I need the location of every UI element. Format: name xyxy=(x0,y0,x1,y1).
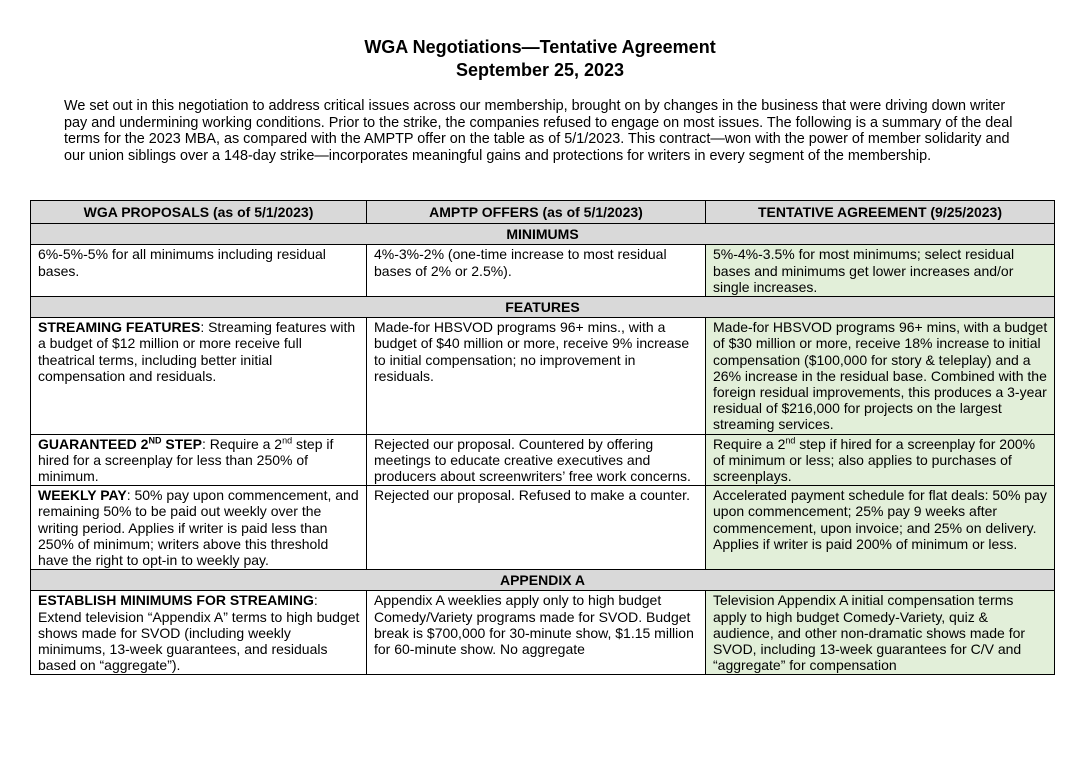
cell-agreement xyxy=(706,591,1055,675)
document-date: September 25, 2023 xyxy=(455,60,625,80)
proposal-text: : Extend television “Appendix A” terms to high budget shows made for SVOD (including weekly minimums, 13-week guarantees, and residuals based on “aggregate”). xyxy=(38,592,360,674)
cell-agreement: 5%-4%-3.5% for most minimums; select residual bases and minimums get lower increases and/or single increases. xyxy=(706,245,1055,297)
proposal-heading: ESTABLISH MINIMUMS FOR STREAMING xyxy=(38,592,314,609)
document-title: WGA Negotiations—Tentative Agreement xyxy=(364,37,716,57)
cell-wga xyxy=(31,591,367,675)
section-label: FEATURES xyxy=(31,297,1055,318)
cell-wga xyxy=(31,486,367,570)
proposal-text: : Streaming features with a budget of $12 million or more receive full theatrical terms, including better initial compensation and residuals. xyxy=(38,319,356,384)
cell-amptp: Rejected our proposal. Countered by offering meetings to educate creative executives and producers about screenwriters’ free work concerns. xyxy=(367,434,706,486)
heading-part: STEP xyxy=(161,435,202,452)
cell-agreement: Accelerated payment schedule for flat deals: 50% pay upon commencement; 25% pay 9 weeks after commencement, upon invoice; and 25% on delivery. Applies if writer is paid 200% of minimum or less. xyxy=(706,486,1055,570)
document-title-block xyxy=(0,36,1080,82)
table-header-row xyxy=(31,201,1055,224)
table-row-weekly-pay xyxy=(31,486,1055,570)
cell-amptp: 4%-3%-2% (one-time increase to most residual bases of 2% or 2.5%). xyxy=(367,245,706,297)
deal-comparison-table xyxy=(30,200,1055,675)
heading-part: GUARANTEED 2 xyxy=(38,435,149,452)
cell-amptp: Rejected our proposal. Refused to make a counter. xyxy=(367,486,706,570)
header-tentative-agreement: TENTATIVE AGREEMENT (9/25/2023) xyxy=(706,201,1055,224)
agreement-text: Require a 2 xyxy=(713,435,786,452)
proposal-text: : 50% pay upon commencement, and remaining 50% to be paid out weekly over the writing period. Applies if writer is paid less than 250% of minimum; writers above this threshold have the right to opt-in to weekly pay. xyxy=(38,487,359,569)
section-label: MINIMUMS xyxy=(31,224,1055,245)
cell-wga xyxy=(31,434,367,486)
proposal-heading: STREAMING FEATURES xyxy=(38,319,201,336)
table-row-second-step xyxy=(31,434,1055,486)
header-wga-proposals: WGA PROPOSALS (as of 5/1/2023) xyxy=(31,201,367,224)
proposal-heading xyxy=(38,436,202,452)
section-label: APPENDIX A xyxy=(31,570,1055,591)
agreement-text: Television Appendix A initial compensation terms apply to high budget Comedy-Variety, quiz & audience, and other non-dramatic shows made for SVOD, including 13-week guarantees for C/V and “aggregate” for compensation xyxy=(713,592,1026,674)
cell-wga xyxy=(31,318,367,434)
cell-agreement: Made-for HBSVOD programs 96+ mins, with a budget of $30 million or more, receive 18% increase to initial compensation ($100,000 for story & teleplay) and a 26% increase in the residual base. Combined with the foreign residual improvements, this produces a 3-year residual of $216,000 for projects on the largest streaming services. xyxy=(706,318,1055,434)
proposal-text: : Require a 2 xyxy=(201,435,283,452)
table-row-streaming-features xyxy=(31,318,1055,434)
table-row-streaming-minimums xyxy=(31,591,1055,675)
intro-paragraph: We set out in this negotiation to address critical issues across our membership, brought on by changes in the business that were driving down writer pay and undermining working conditions. Prior to the strike, the companies refused to engage on most issues. The following is a summary of the deal terms for the 2023 MBA, as compared with the AMPTP offer on the table as of 5/1/2023. This contract—won with the power of member solidarity and our union siblings over a 148-day strike—incorporates meaningful gains and protections for writers in every segment of the membership. xyxy=(64,98,1013,164)
proposal-heading: WEEKLY PAY xyxy=(38,487,127,504)
section-row-features xyxy=(31,297,1055,318)
proposal-text: step if hired for a screenplay for less than 250% of minimum. xyxy=(38,435,334,485)
cell-wga: 6%-5%-5% for all minimums including residual bases. xyxy=(31,245,367,297)
table-row-minimums xyxy=(31,245,1055,297)
cell-agreement xyxy=(706,434,1055,486)
header-amptp-offers: AMPTP OFFERS (as of 5/1/2023) xyxy=(367,201,706,224)
heading-superscript: ND xyxy=(148,434,162,445)
agreement-text: step if hired for a screenplay for 200% of minimum or less; also applies to purchases of screenplays. xyxy=(713,435,1036,485)
amptp-text: Appendix A weeklies apply only to high budget Comedy/Variety programs made for SVOD. Budget break is $700,000 for 30-minute show, $1.15 million for 60-minute show. No aggregate xyxy=(374,592,694,658)
cell-amptp: Made-for HBSVOD programs 96+ mins., with a budget of $40 million or more, receive 9% increase to initial compensation; no improvement in residuals. xyxy=(367,318,706,434)
section-row-appendix-a xyxy=(31,570,1055,591)
cell-amptp xyxy=(367,591,706,675)
section-row-minimums xyxy=(31,224,1055,245)
text-superscript: nd xyxy=(785,434,796,445)
text-superscript: nd xyxy=(282,434,293,445)
